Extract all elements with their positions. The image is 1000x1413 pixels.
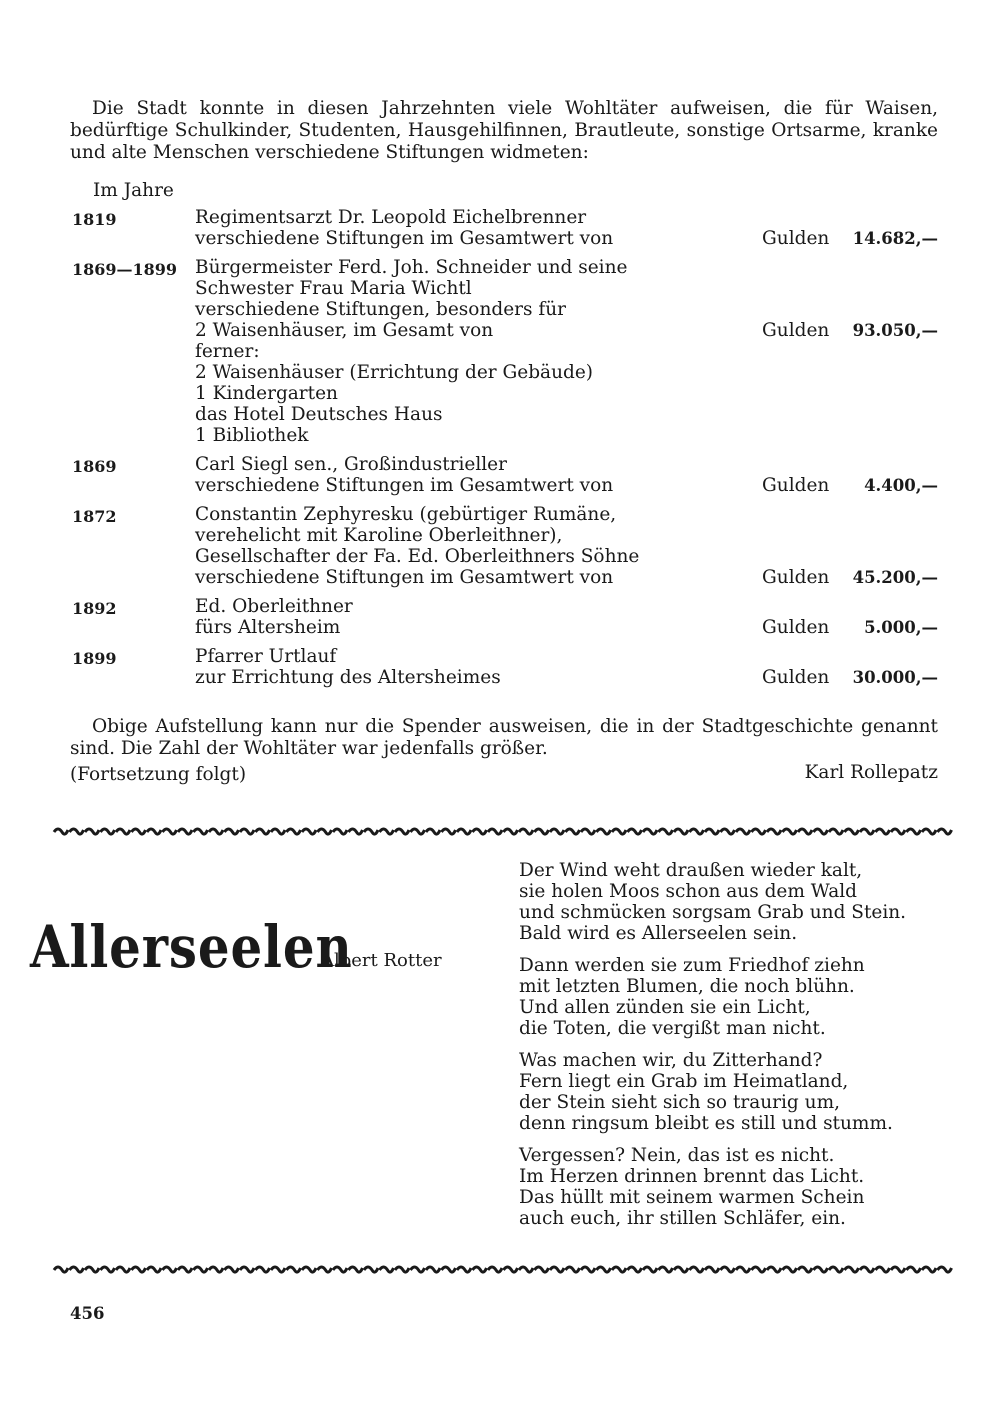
entry-line: Schwester Frau Maria Wichtl [195,278,472,299]
entry-line: 2 Waisenhäuser, im Gesamt von [195,320,494,341]
poem-text [519,860,959,1240]
poem-line: auch euch, ihr stillen Schläfer, ein. [519,1208,846,1229]
poem-stanza [519,860,959,944]
entry-line: Constantin Zephyresku (gebürtiger Rumäne, [195,504,617,525]
poem-stanza [519,1145,959,1229]
entry-line: Bürgermeister Ferd. Joh. Schneider und seine [195,257,628,278]
closing-paragraph: Obige Aufstellung kann nur die Spender ausweisen, die in der Stadtgeschichte genannt sind. Die Zahl der Wohltäter war jedenfalls größer. [70,716,938,759]
entry-line: Ed. Oberleithner [195,596,353,617]
currency-label: Gulden [762,475,830,496]
entry-year: 1819 [72,210,117,229]
poem-line: Im Herzen drinnen brennt das Licht. [519,1166,865,1187]
poem-line: und schmücken sorgsam Grab und Stein. [519,902,907,923]
donation-entry [72,454,940,496]
entry-description [195,454,755,496]
currency-label: Gulden [762,320,830,341]
entry-line: 2 Waisenhäuser (Errichtung der Gebäude) [195,362,594,383]
im-jahre-heading: Im Jahre [93,180,174,201]
entry-line: fürs Altersheim [195,617,341,638]
amount-value: 45.200,— [852,568,938,587]
donation-entry [72,257,940,446]
poem-line: mit letzten Blumen, die noch blühn. [519,976,855,997]
currency-label: Gulden [762,617,830,638]
entry-year: 1892 [72,599,117,618]
entry-description [195,504,755,588]
poem-line: Das hüllt mit seinem warmen Schein [519,1187,865,1208]
amount-value: 5.000,— [864,618,938,637]
ornament-divider-top [50,824,954,840]
amount-value: 30.000,— [852,668,938,687]
entry-description [195,596,755,638]
poem-line: sie holen Moos schon aus dem Wald [519,881,857,902]
entry-line: Regimentsarzt Dr. Leopold Eichelbrenner [195,207,587,228]
amount-value: 93.050,— [852,321,938,340]
entry-line: verehelicht mit Karoline Oberleithner), [195,525,563,546]
page-number: 456 [70,1304,105,1323]
intro-paragraph: Die Stadt konnte in diesen Jahrzehnten viele Wohltäter aufweisen, die für Waisen, bedürftige Schulkinder, Studenten, Hausgehilfinnen, Brautleute, sonstige Ortsarme, kranke und alte Menschen verschiedene Stiftungen widmeten: [70,98,938,163]
poem-line: Fern liegt ein Grab im Heimatland, [519,1071,849,1092]
ornament-divider-bottom [50,1262,954,1278]
entry-line: ferner: [195,341,260,362]
poem-line: Und allen zünden sie ein Licht, [519,997,811,1018]
entry-line: das Hotel Deutsches Haus [195,404,443,425]
poem-line: der Stein sieht sich so traurig um, [519,1092,840,1113]
entry-line: 1 Bibliothek [195,425,309,446]
entry-line: Carl Siegl sen., Großindustrieller [195,454,507,475]
poem-line: denn ringsum bleibt es still und stumm. [519,1113,893,1134]
poem-line: Der Wind weht draußen wieder kalt, [519,860,863,881]
entry-line: zur Errichtung des Altersheimes [195,667,501,688]
entry-line: Pfarrer Urtlauf [195,646,337,667]
poem-line: Vergessen? Nein, das ist es nicht. [519,1145,835,1166]
entry-year: 1899 [72,649,117,668]
donation-entry [72,596,940,638]
donation-list [72,207,940,696]
poem-title: Allerseelen [30,913,353,981]
entry-line: Gesellschafter der Fa. Ed. Oberleithners Söhne [195,546,640,567]
poem-line: Dann werden sie zum Friedhof ziehn [519,955,865,976]
entry-line: verschiedene Stiftungen im Gesamtwert von [195,228,614,249]
poem-line: Bald wird es Allerseelen sein. [519,923,798,944]
currency-label: Gulden [762,667,830,688]
donation-entry [72,646,940,688]
donation-entry [72,504,940,588]
article-author: Karl Rollepatz [804,762,938,783]
entry-year: 1872 [72,507,117,526]
poem-line: Was machen wir, du Zitterhand? [519,1050,823,1071]
poem-line: die Toten, die vergißt man nicht. [519,1018,826,1039]
poem-author: Albert Rotter [321,950,442,971]
entry-line: 1 Kindergarten [195,383,338,404]
continuation-note: (Fortsetzung folgt) [70,764,247,785]
entry-line: verschiedene Stiftungen im Gesamtwert von [195,567,614,588]
currency-label: Gulden [762,228,830,249]
donation-entry [72,207,940,249]
entry-description [195,207,755,249]
currency-label: Gulden [762,567,830,588]
amount-value: 14.682,— [852,229,938,248]
entry-year: 1869—1899 [72,260,178,279]
entry-description [195,646,755,688]
entry-line: verschiedene Stiftungen, besonders für [195,299,566,320]
entry-line: verschiedene Stiftungen im Gesamtwert von [195,475,614,496]
poem-stanza [519,955,959,1039]
entry-description [195,257,755,446]
poem-stanza [519,1050,959,1134]
entry-year: 1869 [72,457,117,476]
amount-value: 4.400,— [864,476,938,495]
